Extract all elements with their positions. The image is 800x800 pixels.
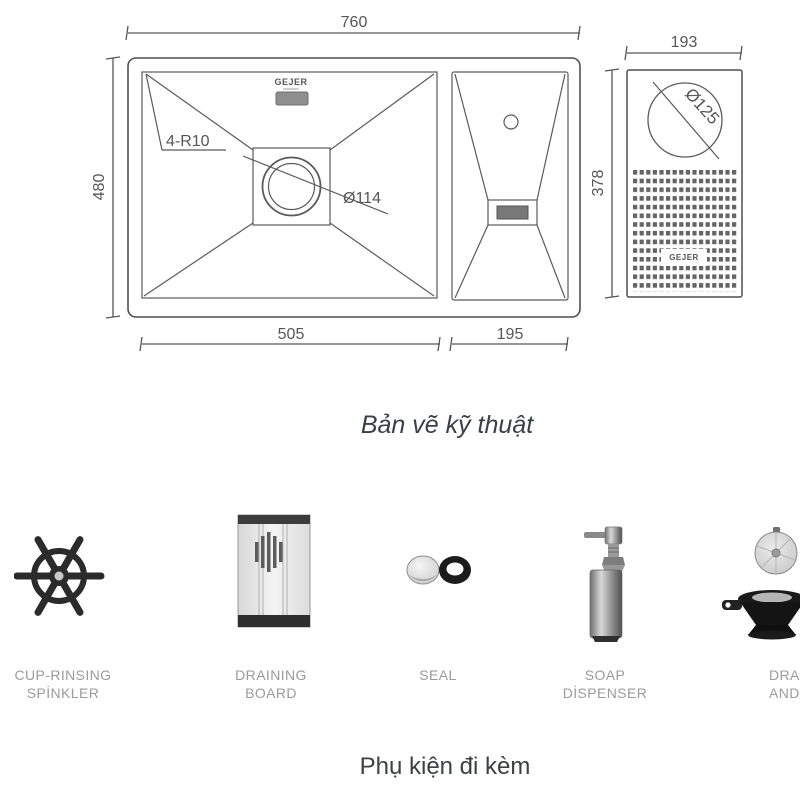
accessories-caption: Phụ kiện đi kèm: [359, 753, 531, 780]
accessory-label-line: SEAL: [419, 667, 457, 683]
cup-rinsing-sprinkler-icon: [14, 531, 106, 623]
accessory-label-line: DRA: [769, 667, 800, 683]
dim-panel-depth: [605, 69, 619, 298]
accessory-label-line: SOAP: [584, 667, 626, 683]
drain-assembly-icon: [716, 524, 800, 646]
soap-dispenser-icon: [576, 524, 632, 644]
dim-overall-depth: [106, 57, 120, 318]
dim-label-125: Ø125: [681, 84, 724, 129]
accessory-label-line: DİSPENSER: [562, 685, 648, 701]
dim-label-378: 378: [590, 169, 607, 197]
dim-label-760: 760: [340, 14, 368, 31]
perforated-grid: [633, 170, 737, 292]
brand-logo-text: GEJER: [274, 77, 308, 87]
dim-label-114: Ø114: [343, 190, 381, 207]
grid-brand-logo-text: GEJER: [669, 253, 699, 262]
second-bowl-drain-grate: [497, 206, 528, 219]
draining-board-icon: [234, 512, 314, 630]
accessory-label-line: DRAINING: [235, 667, 307, 683]
sink-outer-rim: [128, 58, 580, 317]
overflow-hole: [276, 92, 308, 105]
dim-label-505: 505: [277, 326, 305, 343]
accessory-label-line: CUP-RINSING: [14, 667, 112, 683]
second-bowl: [452, 72, 568, 300]
accessory-label-line: BOARD: [245, 685, 297, 701]
accessory-label-soap-dispenser: [544, 666, 666, 702]
seal-icon: [402, 550, 478, 592]
accessory-label-line: SPİNKLER: [26, 685, 100, 701]
accessory-label-cup-rinsing-sprinkler: [2, 666, 124, 702]
main-bowl: [142, 72, 437, 298]
accessory-label-seal: [398, 666, 478, 684]
technical-drawing-caption: Bản vẽ kỹ thuật: [360, 411, 534, 439]
dim-label-4r10: 4-R10: [166, 133, 210, 150]
accessory-label-line: AND: [769, 685, 800, 701]
accessory-label-draining-board: [211, 666, 331, 702]
dim-label-480: 480: [91, 173, 108, 201]
dim-label-193: 193: [670, 34, 698, 51]
accessory-label-drain-assembly: [769, 666, 800, 702]
dim-label-195: 195: [496, 326, 524, 343]
